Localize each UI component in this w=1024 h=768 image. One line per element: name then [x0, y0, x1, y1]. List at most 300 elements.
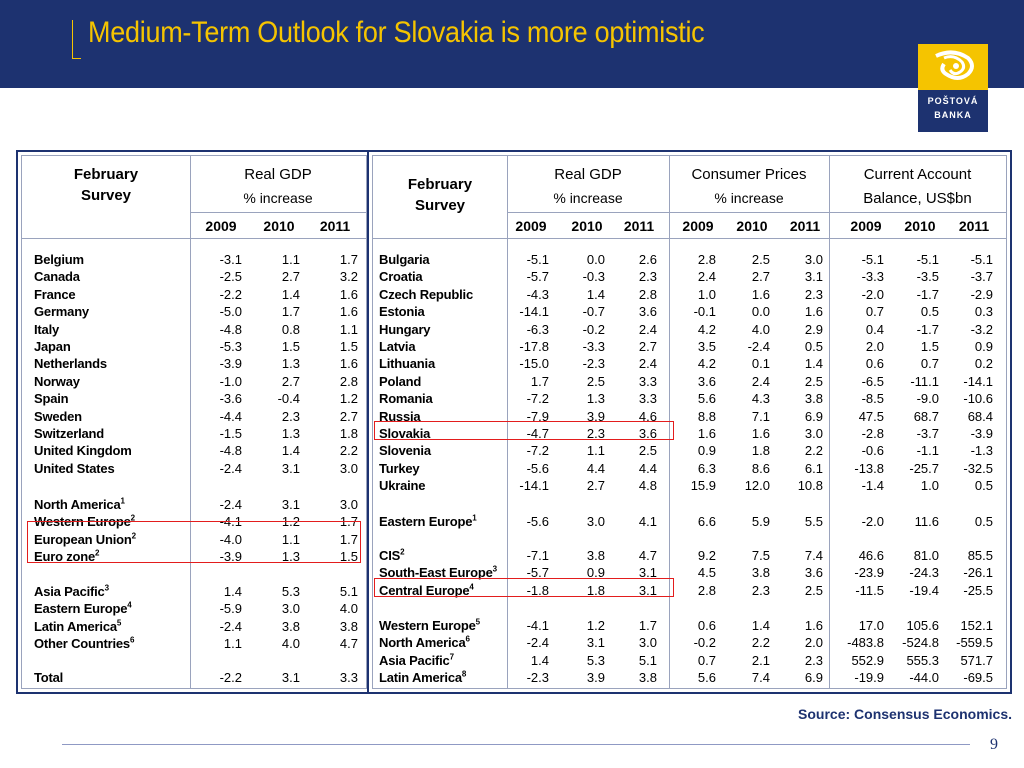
row-label-text: Total	[34, 670, 64, 685]
row-label-text: Asia Pacific	[34, 584, 105, 599]
value-cell: 5.1	[638, 652, 657, 668]
row-label	[379, 391, 433, 406]
value-cell: -4.1	[526, 618, 549, 633]
row-label	[379, 635, 470, 650]
value-cell: 2.0	[804, 635, 823, 651]
right-group-cpi-title: Consumer Prices	[691, 166, 807, 183]
value-cell: 6.3	[697, 460, 716, 476]
value-cell: 0.5	[804, 339, 823, 354]
value-cell: 2.0	[865, 339, 884, 354]
value-cell: 2.3	[281, 408, 300, 424]
value-cell: -14.1	[963, 373, 993, 389]
value-cell: 2.5	[804, 373, 823, 389]
value-cell: -483.8	[847, 635, 884, 651]
value-cell: -2.9	[970, 286, 993, 302]
value-cell: 9.2	[697, 548, 716, 563]
row-label	[34, 391, 68, 406]
value-cell: 1.2	[586, 618, 605, 633]
value-cell: 1.6	[804, 304, 823, 320]
row-label	[34, 269, 80, 284]
value-cell: 0.8	[281, 321, 300, 337]
value-cell: 1.8	[586, 582, 605, 598]
row-label-text: Other Countries	[34, 636, 130, 652]
value-cell: -2.4	[219, 497, 242, 512]
table-row	[34, 252, 358, 269]
row-label-text: Germany	[34, 304, 89, 320]
value-cell: -559.5	[956, 635, 993, 651]
value-cell: 2.2	[751, 635, 770, 651]
value-cell: 3.8	[638, 670, 657, 686]
value-cell: 3.1	[638, 565, 657, 581]
value-cell: -2.4	[219, 618, 242, 634]
logo-text-line2: BANKA	[934, 110, 972, 120]
value-cell: -1.5	[219, 426, 242, 441]
value-cell: 1.4	[223, 584, 242, 599]
value-cell: 2.9	[804, 321, 823, 337]
value-cell: 3.5	[697, 339, 716, 354]
footnote-marker: 3	[104, 583, 109, 593]
value-cell: 2.3	[804, 286, 823, 302]
value-cell: 8.8	[697, 408, 716, 424]
value-cell: -3.6	[219, 391, 242, 407]
row-label-text: North America	[379, 635, 466, 651]
value-cell: 2.2	[804, 443, 823, 459]
left-table-rows	[34, 156, 358, 688]
value-cell: 68.7	[913, 408, 939, 424]
row-label	[379, 653, 454, 668]
value-cell: 0.1	[751, 356, 770, 372]
value-cell: 1.5	[339, 339, 358, 354]
page-number: 9	[990, 736, 998, 753]
value-cell: -9.0	[916, 391, 939, 407]
value-cell: 0.0	[751, 304, 770, 320]
table-row	[379, 443, 1002, 460]
value-cell: -8.5	[861, 391, 884, 407]
value-cell: 3.9	[586, 670, 605, 686]
value-cell: 4.1	[638, 514, 657, 529]
value-cell: 105.6	[906, 618, 939, 633]
value-cell: 3.0	[638, 635, 657, 651]
value-cell: 4.8	[638, 478, 657, 494]
row-label-text: Norway	[34, 373, 80, 389]
value-cell: 0.9	[697, 443, 716, 459]
value-cell: -44.0	[909, 670, 939, 686]
row-label	[34, 252, 84, 267]
value-cell: -7.2	[526, 443, 549, 459]
value-cell: -11.1	[910, 373, 939, 389]
value-cell: 2.3	[638, 269, 657, 285]
value-cell: 3.8	[804, 391, 823, 407]
value-cell: 0.6	[697, 618, 716, 633]
value-cell: 1.4	[281, 443, 300, 459]
value-cell: 1.7	[339, 252, 358, 267]
value-cell: -3.3	[582, 339, 605, 354]
value-cell: 0.3	[974, 304, 993, 320]
footnote-marker: 4	[469, 582, 474, 592]
value-cell: 2.5	[586, 373, 605, 389]
value-cell: 3.1	[281, 460, 300, 476]
value-cell: 2.7	[638, 339, 657, 354]
left-survey-label-1: February	[73, 166, 139, 183]
value-cell: 1.7	[638, 618, 657, 633]
right-year-header: 2010	[571, 218, 603, 234]
row-label	[379, 514, 477, 529]
footnote-marker: 2	[130, 514, 135, 524]
value-cell: 2.8	[638, 286, 657, 302]
value-cell: 152.1	[960, 618, 993, 633]
footnote-marker: 4	[127, 601, 132, 611]
value-cell: -0.6	[861, 443, 884, 459]
value-cell: 3.2	[339, 269, 358, 285]
row-label-text: Turkey	[379, 460, 420, 476]
value-cell: -24.3	[909, 565, 939, 581]
right-year-header: 2011	[789, 218, 821, 234]
value-cell: 7.4	[751, 670, 770, 686]
row-label	[34, 670, 63, 685]
value-cell: -5.1	[970, 252, 993, 267]
value-cell: 1.2	[339, 391, 358, 407]
row-label	[34, 619, 121, 634]
value-cell: -0.1	[693, 304, 716, 320]
value-cell: -5.1	[861, 252, 884, 267]
row-label-text: Slovenia	[379, 443, 431, 459]
right-group-gdp-title: Real GDP	[554, 166, 622, 183]
value-cell: 5.3	[586, 652, 605, 668]
table-row	[34, 322, 358, 339]
footer-line	[62, 744, 970, 745]
row-label-text: Asia Pacific	[379, 652, 450, 668]
value-cell: 3.6	[638, 304, 657, 320]
row-label-text: Netherlands	[34, 356, 107, 372]
table-row	[34, 426, 358, 443]
footnote-marker: 6	[465, 635, 470, 645]
value-cell: 6.9	[804, 670, 823, 686]
footnote-marker: 5	[116, 618, 122, 628]
row-label-text: Central Europe	[379, 582, 470, 598]
value-cell: 1.4	[530, 652, 549, 668]
value-cell: 11.6	[914, 514, 939, 529]
value-cell: -0.2	[582, 321, 605, 337]
right-group-cpi-sub: % increase	[714, 190, 784, 206]
value-cell: 2.4	[638, 356, 657, 372]
value-cell: -2.8	[861, 426, 884, 441]
row-label	[34, 374, 80, 389]
row-label-text: Latin America	[34, 618, 117, 634]
value-cell: 4.4	[638, 460, 657, 476]
row-label	[34, 287, 75, 302]
left-table	[16, 150, 372, 694]
value-cell: -2.4	[526, 635, 549, 651]
table-row	[34, 287, 358, 304]
value-cell: 0.2	[974, 356, 993, 372]
table-row	[34, 409, 358, 426]
row-label-text: North America	[34, 497, 121, 512]
row-label-text: Sweden	[34, 408, 82, 424]
table-row	[34, 601, 358, 618]
value-cell: 1.4	[804, 356, 823, 372]
table-row	[379, 461, 1002, 478]
value-cell: 4.0	[339, 601, 358, 617]
right-year-header: 2009	[515, 218, 547, 234]
table-row	[34, 391, 358, 408]
value-cell: 3.1	[281, 497, 300, 512]
value-cell: 2.5	[751, 252, 770, 267]
table-row	[379, 653, 1002, 670]
left-group-sub: % increase	[243, 190, 313, 206]
footnote-marker: 5	[475, 617, 480, 627]
right-year-header: 2010	[736, 218, 768, 234]
row-label-text: Eastern Europe	[34, 601, 128, 617]
value-cell: 4.0	[281, 636, 300, 652]
value-cell: 1.7	[281, 304, 300, 320]
value-cell: 1.1	[586, 443, 605, 459]
right-group-ca-title: Current Account	[863, 166, 972, 183]
row-label	[379, 339, 415, 354]
value-cell: 2.7	[281, 373, 300, 389]
value-cell: 1.0	[697, 286, 716, 302]
table-row	[34, 374, 358, 391]
value-cell: 3.0	[804, 426, 823, 441]
value-cell: 1.6	[751, 426, 770, 441]
value-cell: -1.8	[526, 582, 549, 598]
value-cell: 1.6	[339, 356, 358, 372]
value-cell: -4.7	[526, 426, 549, 441]
value-cell: 0.5	[974, 514, 993, 529]
table-row	[34, 670, 358, 687]
value-cell: -2.2	[219, 286, 242, 302]
value-cell: -14.1	[519, 478, 549, 494]
footnote-marker: 2	[400, 547, 405, 557]
row-label	[34, 601, 132, 616]
value-cell: 3.8	[339, 618, 358, 634]
value-cell: 1.2	[281, 514, 300, 530]
value-cell: -5.1	[916, 252, 939, 267]
row-label-text: European Union	[34, 531, 132, 547]
value-cell: 1.0	[920, 478, 939, 494]
value-cell: -2.5	[219, 269, 242, 285]
row-label	[379, 443, 431, 458]
value-cell: 4.7	[638, 548, 657, 563]
footnote-marker: 2	[131, 531, 136, 541]
slide-title: Medium-Term Outlook for Slovakia is more optimistic	[88, 16, 705, 49]
value-cell: -2.0	[861, 286, 884, 302]
footnote-marker: 6	[129, 635, 135, 645]
value-cell: -7.1	[526, 548, 549, 563]
row-label	[379, 374, 421, 389]
table-row	[379, 356, 1002, 373]
table-row	[379, 339, 1002, 356]
value-cell: 0.7	[697, 652, 716, 668]
footnote-marker: 1	[120, 496, 125, 506]
row-label	[379, 322, 430, 337]
row-label-text: France	[34, 286, 76, 302]
value-cell: -5.7	[526, 269, 549, 285]
table-row	[379, 391, 1002, 408]
value-cell: -3.1	[219, 252, 242, 267]
value-cell: -5.9	[219, 601, 242, 617]
value-cell: 2.7	[339, 408, 358, 424]
value-cell: 2.6	[638, 252, 657, 267]
value-cell: 1.6	[804, 618, 823, 633]
value-cell: 1.1	[281, 252, 300, 267]
table-row	[34, 339, 358, 356]
row-label	[34, 497, 125, 512]
value-cell: 1.1	[339, 321, 358, 337]
footnote-marker: 8	[461, 669, 467, 679]
value-cell: -3.7	[916, 426, 939, 441]
value-cell: 2.2	[339, 443, 358, 459]
row-label-text: Slovakia	[379, 426, 431, 441]
table-row	[34, 619, 358, 636]
value-cell: 3.3	[638, 391, 657, 407]
left-group-title: Real GDP	[244, 166, 312, 183]
value-cell: 2.8	[697, 582, 716, 598]
value-cell: -2.3	[526, 670, 549, 686]
row-label	[34, 339, 71, 354]
value-cell: -17.8	[519, 339, 549, 354]
value-cell: -7.2	[526, 391, 549, 407]
row-label	[379, 548, 404, 563]
value-cell: 12.0	[744, 478, 770, 494]
value-cell: -3.7	[970, 269, 993, 285]
value-cell: 3.6	[638, 426, 657, 441]
value-cell: -23.9	[854, 565, 884, 581]
value-cell: 2.1	[751, 652, 770, 668]
row-label-text: Latin America	[379, 670, 462, 686]
value-cell: 6.9	[804, 408, 823, 424]
value-cell: 5.3	[281, 584, 300, 599]
value-cell: 15.9	[690, 478, 716, 494]
value-cell: 5.1	[339, 584, 358, 599]
value-cell: -0.7	[582, 304, 605, 320]
left-table-inner	[21, 155, 367, 689]
row-label-text: Japan	[34, 339, 71, 354]
row-label	[34, 356, 107, 371]
value-cell: -6.3	[526, 321, 549, 337]
value-cell: 1.5	[339, 549, 358, 565]
row-label-text: Lithuania	[379, 356, 435, 372]
value-cell: -19.9	[854, 670, 884, 686]
value-cell: 10.8	[797, 478, 823, 494]
posthorn-icon	[918, 44, 988, 90]
table-row	[34, 269, 358, 286]
value-cell: 7.5	[751, 548, 770, 563]
row-label	[34, 461, 114, 476]
value-cell: 0.7	[865, 304, 884, 320]
value-cell: 2.3	[804, 652, 823, 668]
row-label-text: Western Europe	[34, 514, 131, 530]
row-label-text: Russia	[379, 408, 421, 424]
logo-text-line1: POŠTOVÁ	[927, 96, 979, 106]
value-cell: -26.1	[963, 565, 993, 581]
eu-eurozone-highlight	[27, 521, 361, 563]
value-cell: 1.7	[339, 514, 358, 530]
value-cell: 3.6	[697, 373, 716, 389]
row-label	[379, 269, 422, 284]
value-cell: -25.5	[963, 582, 993, 598]
value-cell: 5.5	[804, 514, 823, 529]
value-cell: 6.1	[804, 460, 823, 476]
footnote-marker: 3	[492, 565, 497, 575]
value-cell: 7.4	[804, 548, 823, 563]
value-cell: -2.4	[219, 460, 242, 476]
value-cell: 571.7	[960, 652, 993, 668]
row-label-text: Romania	[379, 391, 433, 407]
value-cell: 3.1	[281, 670, 300, 685]
row-label-text: Ukraine	[379, 478, 426, 494]
value-cell: 2.5	[804, 582, 823, 598]
value-cell: 2.4	[638, 321, 657, 337]
left-year-2010: 2010	[263, 218, 295, 234]
row-label-text: CIS	[379, 548, 401, 563]
value-cell: -3.3	[861, 269, 884, 285]
value-cell: 68.4	[967, 408, 993, 424]
value-cell: 1.7	[530, 373, 549, 389]
row-label-text: South-East Europe	[379, 565, 493, 581]
table-row	[34, 304, 358, 321]
right-group-ca-sub: Balance, US$bn	[863, 190, 972, 207]
value-cell: -5.1	[526, 252, 549, 267]
value-cell: -19.4	[909, 582, 939, 598]
row-label	[34, 443, 132, 458]
postova-banka-logo	[918, 44, 988, 132]
row-label-text: Czech Republic	[379, 286, 473, 302]
value-cell: -1.0	[219, 373, 242, 389]
row-label-text: Euro zone	[34, 549, 96, 565]
value-cell: 2.5	[638, 443, 657, 459]
value-cell: -3.9	[219, 356, 242, 372]
value-cell: -0.2	[693, 635, 716, 651]
row-label-text: Spain	[34, 391, 69, 407]
value-cell: 3.0	[586, 514, 605, 529]
table-row	[379, 618, 1002, 635]
value-cell: 4.2	[697, 356, 716, 372]
value-cell: -1.3	[970, 443, 993, 459]
row-label	[379, 287, 473, 302]
value-cell: 555.3	[906, 652, 939, 668]
value-cell: 0.9	[586, 565, 605, 581]
value-cell: -6.5	[861, 373, 884, 389]
value-cell: 3.3	[638, 373, 657, 389]
value-cell: 4.2	[697, 321, 716, 337]
left-survey-label-2: Survey	[80, 187, 132, 204]
value-cell: 1.1	[223, 636, 242, 652]
value-cell: 17.0	[858, 618, 884, 633]
right-year-header: 2010	[904, 218, 936, 234]
table-row	[379, 478, 1002, 495]
value-cell: 3.0	[339, 460, 358, 476]
value-cell: -15.0	[519, 356, 549, 372]
table-row	[379, 252, 1002, 269]
value-cell: 3.8	[281, 618, 300, 634]
footnote-marker: 1	[472, 513, 477, 523]
title-bracket	[72, 20, 81, 59]
value-cell: 0.9	[974, 339, 993, 354]
value-cell: 1.4	[281, 286, 300, 302]
value-cell: -524.8	[902, 635, 939, 651]
row-label-text: Poland	[379, 373, 422, 389]
row-label	[379, 461, 419, 476]
value-cell: 4.3	[751, 391, 770, 407]
value-cell: 3.1	[638, 582, 657, 598]
value-cell: 0.6	[865, 356, 884, 372]
slovakia-highlight	[374, 421, 674, 440]
right-year-header: 2011	[958, 218, 990, 234]
table-row	[34, 461, 358, 478]
left-year-2011: 2011	[319, 218, 351, 234]
value-cell: -5.7	[526, 565, 549, 581]
value-cell: -7.9	[526, 408, 549, 424]
